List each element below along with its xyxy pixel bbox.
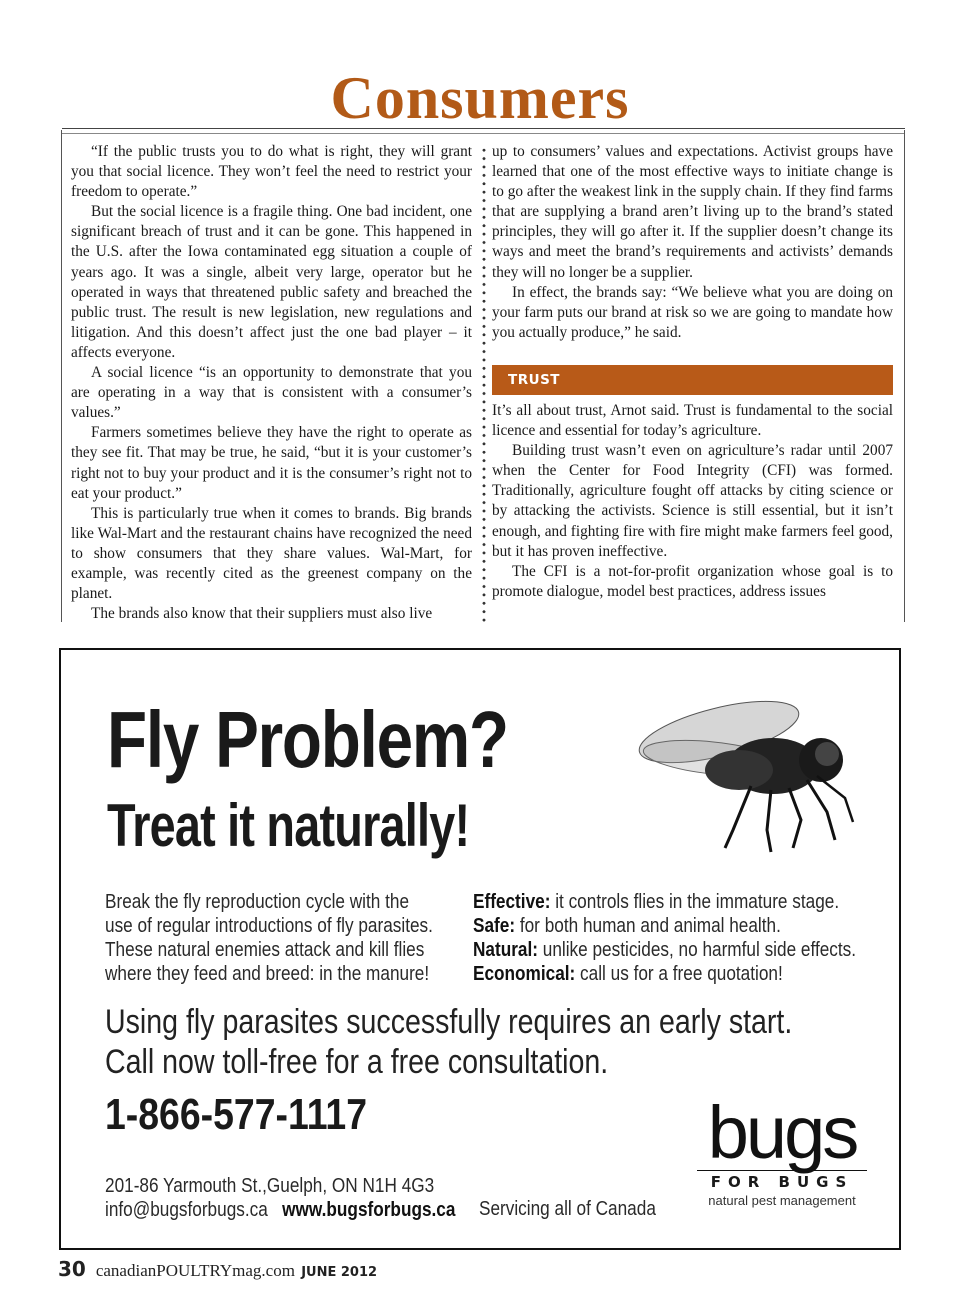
- footer-issue: JUNE 2012: [301, 1265, 378, 1280]
- paragraph: The brands also know that their suppliers must also live: [91, 605, 433, 623]
- ad-body-line: use of regular introductions of fly parasites.: [105, 915, 433, 937]
- paragraph: But the social licence is a fragile thing. One bad incident, one significant breach of trust and it can be gone. This happened in the U.S. after the Iowa contaminated egg situation a couple of years ago. It was a single, albeit very large, operator but he operated in ways that threatened public safety and breached the public trust. The result is new legislation, new regulations and litigation. And this doesn’t affect just the one bad player – it affects everyone.: [71, 203, 472, 361]
- paragraph: In effect, the brands say: “We believe what you are doing on your farm puts our brand at risk so we are going to mandate how you actually produce,” he said.: [492, 283, 893, 341]
- article-column-left: [71, 142, 472, 624]
- ad-address: 201-86 Yarmouth St.,Guelph, ON N1H 4G3: [105, 1175, 435, 1197]
- subhead-trust: TRUST: [492, 365, 893, 395]
- ad-body-line: Break the fly reproduction cycle with the: [105, 891, 410, 913]
- page-number: 30: [58, 1257, 86, 1281]
- advertisement: [59, 648, 901, 1250]
- right-frame-line: [904, 130, 905, 622]
- feature-economical: Economical: call us for a free quotation!: [473, 963, 783, 985]
- logo-word: bugs: [707, 1091, 857, 1174]
- ad-subheadline: Treat it naturally!: [107, 792, 470, 859]
- section-title: Consumers: [330, 65, 630, 131]
- paragraph: It’s all about trust, Arnot said. Trust is fundamental to the social licence and essential for today’s agriculture.: [492, 401, 893, 440]
- ad-body: [105, 890, 433, 986]
- ad-contact: [105, 1174, 455, 1222]
- feature-effective: Effective: it controls flies in the immature stage.: [473, 891, 840, 913]
- ad-body-line: These natural enemies attack and kill flies: [105, 939, 425, 961]
- ad-features: [473, 890, 856, 986]
- paragraph: “If the public trusts you to do what is right, they will grant you that social licence. They won’t feel the need to restrict your freedom to operate.”: [71, 143, 472, 201]
- ad-email: info@bugsforbugs.ca: [105, 1199, 268, 1221]
- feature-natural: Natural: unlike pesticides, no harmful side effects.: [473, 939, 857, 961]
- paragraph: Building trust wasn’t even on agriculture’s radar until 2007 when the Center for Food Integrity (CFI) was formed. Traditionally, agriculture fought off attacks by citing science or by attacking the activists. Science is still essential, but it isn’t enough, and fighting fire with fire might make farmers feel good, but it has proven ineffective.: [492, 442, 893, 560]
- feature-safe: Safe: for both human and animal health.: [473, 915, 781, 937]
- bugs-for-bugs-logo: [697, 1091, 867, 1228]
- fly-icon: [621, 680, 861, 860]
- footer-site: canadianPOULTRYmag.com: [95, 1261, 295, 1280]
- paragraph: Farmers sometimes believe they have the right to operate as they see fit. That may be true, he said, “but it is your customer’s right not to buy your product and it is the consumer’s right not to eat your product.”: [71, 424, 472, 502]
- ad-headline: Fly Problem?: [107, 695, 508, 784]
- header-rule-thin: [62, 133, 905, 134]
- column-divider-dots: [481, 146, 487, 624]
- ad-service-area: Servicing all of Canada: [479, 1198, 656, 1220]
- article-column-right: [492, 142, 893, 624]
- left-frame-line: [61, 130, 62, 622]
- header-rule: [62, 128, 905, 129]
- ad-phone-number: 1-866-577-1117: [105, 1090, 368, 1139]
- paragraph: up to consumers’ values and expectations. Activist groups have learned that one of the most effective ways to initiate change is to go after the weakest link in the supply chain. If they find farms that are supplying a brand aren’t living up to the brand’s stated principles, they will go after it. If the supplier doesn’t change its ways and meet the brand’s requirements and activists’ demands they will no longer be a supplier.: [492, 143, 893, 281]
- paragraph: This is particularly true when it comes to brands. Big brands like Wal-Mart and the restaurant chains have recognized the need to show consumers that they share values. Wal-Mart, for example, was recently cited as the greenest company on the planet.: [71, 504, 472, 603]
- ad-website: www.bugsforbugs.ca: [282, 1199, 456, 1221]
- ad-call-to-action: Using fly parasites successfully requires an early start. Call now toll-free for a free consultation.: [105, 1003, 793, 1081]
- ad-body-line: where they feed and breed: in the manure!: [105, 963, 430, 985]
- paragraph: A social licence “is an opportunity to demonstrate that you are operating in a way that is consistent with a consumer’s values.”: [71, 364, 472, 422]
- logo-tagline: natural pest management: [708, 1193, 856, 1208]
- page-footer: [58, 1257, 377, 1281]
- paragraph: The CFI is a not-for-profit organization whose goal is to promote dialogue, model best practices, address issues: [492, 562, 893, 600]
- logo-subtitle: FOR BUGS: [697, 1170, 867, 1191]
